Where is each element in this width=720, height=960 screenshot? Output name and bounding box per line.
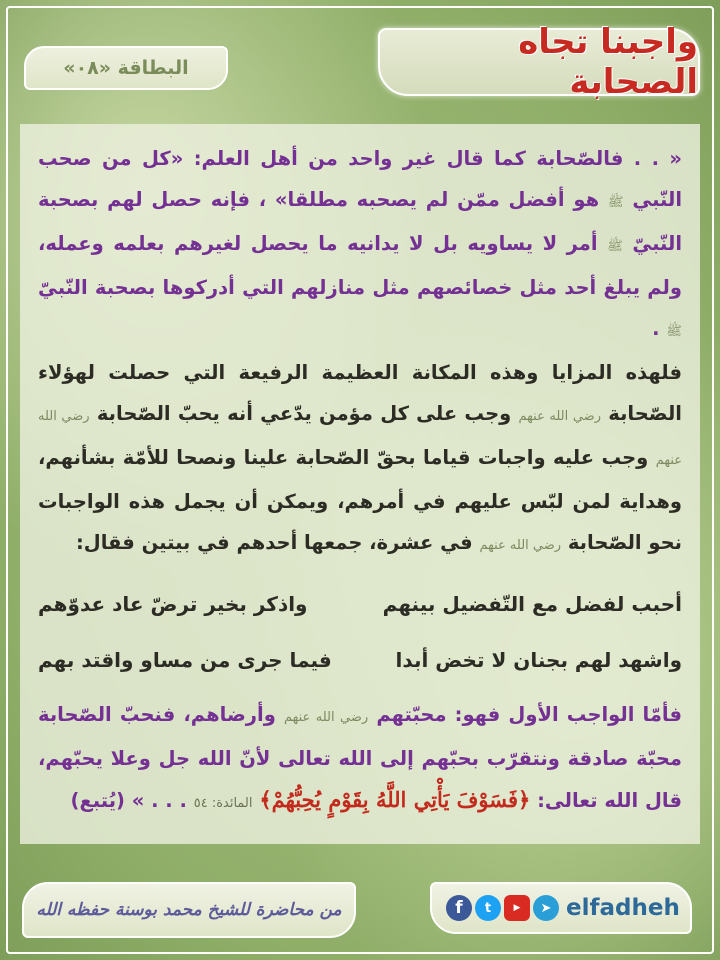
content-panel bbox=[20, 124, 700, 844]
page-title: واجبنا تجاه الصحابة bbox=[518, 22, 698, 102]
poem-second-hemistich: واذكر بخير ترضّ عاد عدوّهم bbox=[38, 592, 308, 616]
honorific-icon: رضي الله عنهم bbox=[283, 710, 369, 725]
poem bbox=[38, 576, 682, 688]
honorific-icon: ﷺ bbox=[607, 195, 624, 210]
card-number-badge bbox=[24, 46, 228, 90]
paragraph-3c-text: . . . » (يُتبع) bbox=[70, 789, 187, 812]
paragraph-1 bbox=[38, 138, 682, 352]
honorific-icon: رضي الله عنهم bbox=[479, 538, 562, 553]
honorific-icon: ﷺ bbox=[607, 239, 623, 254]
paragraph-2d-text: في عشرة، جمعها أحدهم في بيتين فقال: bbox=[75, 531, 473, 554]
social-bar bbox=[430, 882, 692, 934]
telegram-icon[interactable]: ➤ bbox=[533, 895, 559, 921]
paragraph-1c-text: أمر لا يساويه بل لا يدانيه ما يحصل لغيرهم بعلمه وعمله، ولم يبلغ أحد مثل خصائصهم مثل منازلهم التي أدركوها بصحبة النّبيّ bbox=[38, 232, 682, 299]
poem-verse bbox=[38, 576, 682, 632]
paragraph-3b-text: وأرضاهم، فنحبّ الصّحابة محبّة صادقة ونتقرّب بحبّهم إلى الله تعالى لأنّ الله جل وعلا يحبّهم، قال الله تعالى: bbox=[38, 703, 682, 812]
title-banner bbox=[378, 22, 700, 102]
source-credit bbox=[22, 882, 356, 938]
paragraph-2b-text: وجب على كل مؤمن يدّعي أنه يحبّ الصّحابة bbox=[96, 402, 512, 425]
paragraph-2-text: فلهذه المزايا وهذه المكانة العظيمة الرفيعة التي حصلت لهؤلاء الصّحابة bbox=[38, 361, 682, 425]
paragraph-1d-text: . bbox=[652, 317, 660, 340]
source-text: من محاضرة للشيخ محمد بوسنة حفظه الله bbox=[36, 900, 342, 920]
facebook-icon[interactable]: f bbox=[446, 895, 472, 921]
twitter-icon[interactable]: t bbox=[475, 895, 501, 921]
poem-first-hemistich: أحبب لفضل مع التّفضيل بينهم bbox=[382, 592, 682, 616]
social-handle[interactable]: elfadheh bbox=[566, 895, 680, 921]
paragraph-1-text: « . . فالصّحابة كما قال غير واحد من أهل العلم: «كل من صحب النّبي bbox=[38, 147, 682, 211]
honorific-icon: رضي الله عنهم bbox=[518, 409, 601, 424]
paragraph-2c-text: وجب عليه واجبات قياما بحقّ الصّحابة علينا ونصحا للأمّة بشأنهم، وهداية لمن لبّس عليهم في أمرهم، ويمكن أن يجمل هذه الواجبات نحو الصّحابة bbox=[38, 446, 682, 554]
paragraph-1b-text: هو أفضل ممّن لم يصحبه مطلقا» ، فإنه حصل لهم بصحبة النّبيّ bbox=[38, 188, 682, 255]
honorific-icon: رضي الله عنهم bbox=[38, 409, 683, 468]
youtube-icon[interactable]: ▶ bbox=[504, 895, 530, 921]
poem-verse bbox=[38, 632, 682, 688]
honorific-icon: ﷺ bbox=[666, 324, 682, 339]
poem-first-hemistich: واشهد لهم بجنان لا تخض أبدا bbox=[395, 648, 682, 672]
card-number-label: البطاقة «٠٨» bbox=[63, 57, 189, 79]
quran-verse: ﴿فَسَوْفَ يَأْتِي اللَّهُ بِقَوْمٍ يُحِبُّهُمْ﴾ bbox=[259, 787, 531, 812]
paragraph-2 bbox=[38, 352, 682, 566]
paragraph-3-text: فأمّا الواجب الأول فهو: محبّتهم bbox=[376, 703, 683, 726]
paragraph-3 bbox=[38, 694, 682, 824]
quran-reference: المائدة: ٥٤ bbox=[193, 796, 253, 811]
poem-second-hemistich: فيما جرى من مساو واقتد بهم bbox=[38, 648, 332, 672]
